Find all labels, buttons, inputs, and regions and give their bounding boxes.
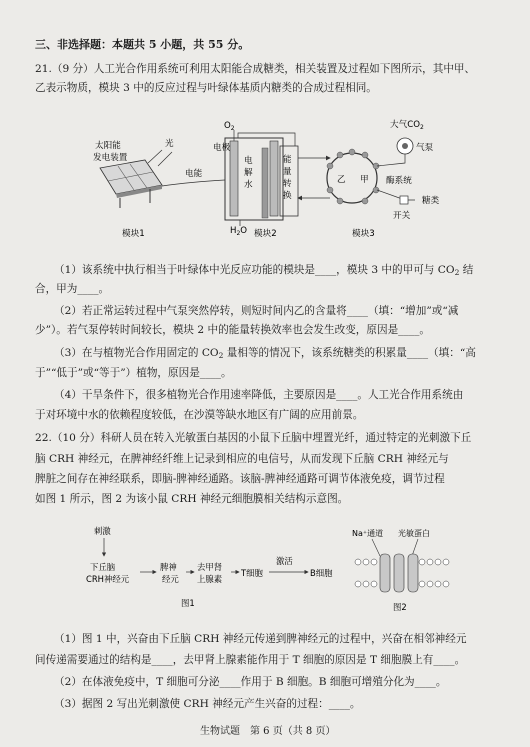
hypothalamus-label-1: 下丘脑 xyxy=(90,562,116,572)
q22-p1-line2: 间传递需要通过的结构是____，去甲肾上腺素能作用于 T 细胞的原因是 T 细胞膜上有____。 xyxy=(35,654,466,666)
fig1-caption: 图1 xyxy=(181,598,195,608)
electrolysis-char-2: 解 xyxy=(244,168,253,178)
q22-intro-line3: 脾脏之间存在神经联系，即脑-脾神经通路。该脑-脾神经通路可调节体液免疫，调节过程 xyxy=(35,473,445,485)
switch-icon xyxy=(400,196,408,204)
noradrenaline-label-2: 上腺素 xyxy=(197,574,223,584)
sugar-label: 糖类 xyxy=(422,196,440,206)
spleen-nerve-label-2: 经元 xyxy=(162,574,179,584)
section-heading: 三、非选择题：本题共 5 小题，共 55 分。 xyxy=(35,38,250,51)
hypothalamus-label-2: CRH神经元 xyxy=(86,574,130,584)
power-wire xyxy=(162,180,225,186)
solar-label-2: 发电装置 xyxy=(93,153,128,163)
channel-protein-icon xyxy=(380,554,418,592)
q21-intro-line1: 21.（9 分）人工光合作用系统可利用太阳能合成糖类，相关装置及过程如下图所示，其中甲、 xyxy=(35,63,476,75)
na-channel-label: Na⁺通道 xyxy=(352,529,384,538)
q21-p2-line1: （2）若正常运转过程中气泵突然停转，则短时间内乙的含量将____（填：“增加”或“减 xyxy=(54,305,459,317)
light-rays-icon xyxy=(148,150,172,166)
page-footer: 生物试题 第 6 页（共 8 页） xyxy=(200,726,336,737)
electrode-label: 电极 xyxy=(213,143,231,153)
o2-label: $O_2$ xyxy=(224,121,235,132)
q22-intro-line2: 脑 CRH 神经元，在脾神经纤维上记录到相应的电信号，从而发现下丘脑 CRH 神经元与 xyxy=(35,453,449,465)
q22-intro-line1: 22.（10 分）科研人员在转入光敏蛋白基因的小鼠下丘脑中埋置光纤，通过特定的光刺激下丘 xyxy=(35,432,472,444)
air-co2-label: 大气$CO_2$ xyxy=(390,120,424,131)
stimulus-label: 刺激 xyxy=(94,526,111,536)
energy-char-3: 转 xyxy=(283,179,292,189)
module1-caption: 模块1 xyxy=(122,229,145,239)
t-cell-label: T细胞 xyxy=(241,568,263,578)
light-label: 光 xyxy=(165,139,174,149)
module2-caption: 模块2 xyxy=(254,229,277,239)
electrolysis-char-1: 电 xyxy=(244,156,253,166)
yi-label: 乙 xyxy=(337,175,346,185)
air-pump-label: 气泵 xyxy=(416,143,434,153)
calvin-cycle-ring xyxy=(327,153,377,203)
q22-p1-line1: （1）图 1 中，兴奋由下丘脑 CRH 神经元传递到脾神经元的过程中，兴奋在相邻神经元 xyxy=(54,633,467,645)
q21-p4-line2: 于对环境中水的依赖程度较低，在沙漠等缺水地区有广阔的应用前景。 xyxy=(35,409,364,421)
b-cell-label: B细胞 xyxy=(310,568,333,578)
energy-char-1: 能 xyxy=(283,155,292,165)
q21-figure xyxy=(90,108,450,248)
q21-p4-line1: （4）干旱条件下，很多植物光合作用速率降低，主要原因是____。人工光合作用系统由 xyxy=(54,389,464,401)
q21-p3-line1: （3）在与植物光合作用固定的 $CO_2$ 量相等的情况下，该系统糖类的积累量____（填：“高 xyxy=(54,347,476,360)
q22-p3-line1: （3）据图 2 写出光刺激使 CRH 神经元产生兴奋的过程：____。 xyxy=(54,698,361,710)
q21-p1-line1: （1）该系统中执行相当于叶绿体中光反应功能的模块是____，模块 3 中的甲可与 $CO_2$ 结 xyxy=(54,264,474,277)
q22-intro-line4: 如图 1 所示，图 2 为该小鼠 CRH 神经元细胞膜相关结构示意图。 xyxy=(35,493,349,505)
q21-p3-line2: 于”“低于”或“等于”）植物，原因是____。 xyxy=(35,367,232,379)
q22-figure1 xyxy=(86,524,356,614)
spleen-nerve-label-1: 脾神 xyxy=(160,562,177,572)
fig2-caption: 图2 xyxy=(393,602,407,612)
q21-p1-line2: 合，甲为____。 xyxy=(35,283,110,295)
air-pump-icon xyxy=(397,138,413,154)
q21-p2-line2: 少”）。若气泵停转时间较长，模块 2 中的能量转换效率也会发生改变，原因是____。 xyxy=(35,324,430,336)
h2o-label: $H_2O$ xyxy=(230,226,248,237)
energy-char-4: 换 xyxy=(283,191,292,201)
energy-char-2: 量 xyxy=(283,167,292,177)
solar-panel-icon xyxy=(100,160,162,208)
activate-label: 激活 xyxy=(276,556,293,566)
photosensitive-protein-label: 光敏蛋白 xyxy=(398,529,430,538)
q22-p2-line1: （2）在体液免疫中，T 细胞可分泌____作用于 B 细胞。B 细胞可增殖分化为____。 xyxy=(54,676,447,688)
q22-figure2 xyxy=(348,526,458,614)
noradrenaline-label-1: 去甲肾 xyxy=(197,562,223,572)
q21-intro-line2: 乙表示物质，模块 3 中的反应过程与叶绿体基质内糖类的合成过程相同。 xyxy=(35,82,377,94)
electricity-label: 电能 xyxy=(185,169,203,179)
electrolysis-char-3: 水 xyxy=(244,180,253,190)
module3-caption: 模块3 xyxy=(352,229,375,239)
switch-label: 开关 xyxy=(393,211,411,221)
enzyme-system-label: 酶系统 xyxy=(386,176,412,186)
jia-label: 甲 xyxy=(360,175,369,185)
solar-label-1: 太阳能 xyxy=(95,141,121,151)
